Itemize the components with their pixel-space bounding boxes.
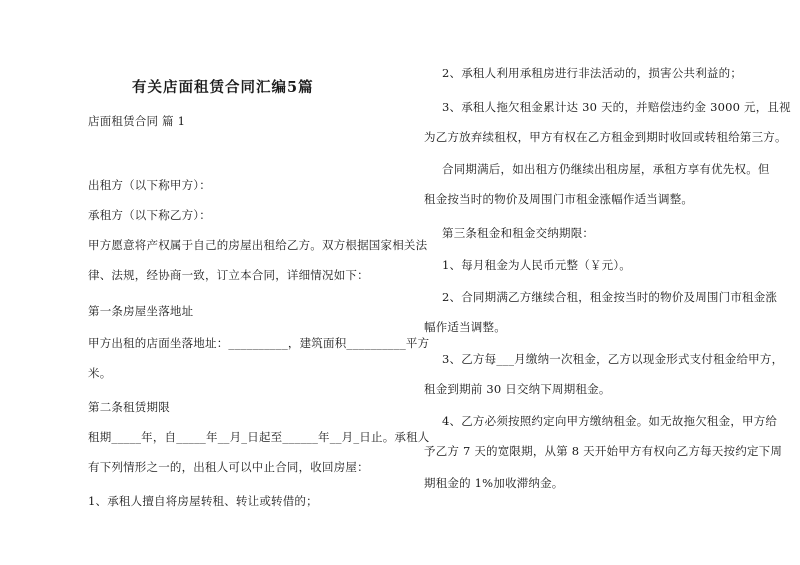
paragraph-line: 为乙方放弃续租权，甲方有权在乙方租金到期时收回或转租给第三方。 [424,130,787,144]
article-heading-term: 第二条租赁期限 [88,400,170,414]
paragraph-line: 期租金的 1%加收滞纳金。 [424,476,564,490]
list-item: 4、乙方必须按照约定向甲方缴纳租金。如无故拖欠租金，甲方给 [442,414,778,428]
list-item: 1、承租人擅自将房屋转租、转让或转借的； [88,494,318,508]
paragraph-line: 幅作适当调整。 [424,320,506,334]
list-item: 2、合同期满乙方继续合租，租金按当时的物价及周围门市租金涨 [442,290,778,304]
paragraph-line: 律、法规，经协商一致，订立本合同，详细情况如下： [88,268,369,282]
paragraph-line: 有下列情形之一的，出租人可以中止合同，收回房屋： [88,460,369,474]
paragraph-line: 米。 [88,366,112,380]
article-heading-address: 第一条房屋坐落地址 [88,304,194,318]
section-heading-lease-1: 店面租赁合同 篇 1 [88,114,186,128]
paragraph-line: 租金按当时的物价及周围门市租金涨幅作适当调整。 [424,192,694,206]
right-column [424,0,791,565]
list-item: 3、乙方每___月缴纳一次租金，乙方以现金形式支付租金给甲方， [442,352,784,366]
list-item: 1、每月租金为人民币元整（￥元）。 [442,258,631,272]
article-heading-rent: 第三条租金和租金交纳期限： [442,226,595,240]
paragraph-line: 租金到期前 30 日交纳下周期租金。 [424,382,611,396]
left-column [88,0,428,565]
paragraph-line: 予乙方 7 天的宽限期，从第 8 天开始甲方有权向乙方每天按约定下周 [424,444,783,458]
paragraph-line: 甲方出租的店面坐落地址：__________，建筑面积__________平方 [88,336,430,350]
lessee-line: 承租方（以下称乙方）： [88,208,211,222]
document-title: 有关店面租赁合同汇编5篇 [132,79,314,96]
paragraph-line: 甲方愿意将产权属于自己的房屋出租给乙方。双方根据国家相关法 [88,238,428,252]
list-item: 2、承租人利用承租房进行非法活动的，损害公共利益的； [442,66,743,80]
lessor-line: 出租方（以下称甲方）： [88,178,211,192]
paragraph-line: 租期_____年，自_____年__月_日起至______年__月_日止。承租人 [88,430,430,444]
paragraph-line: 合同期满后，如出租方仍继续出租房屋，承租方享有优先权。但 [442,162,770,176]
list-item: 3、承租人拖欠租金累计达 30 天的，并赔偿违约金 3000 元，且视 [442,100,791,114]
